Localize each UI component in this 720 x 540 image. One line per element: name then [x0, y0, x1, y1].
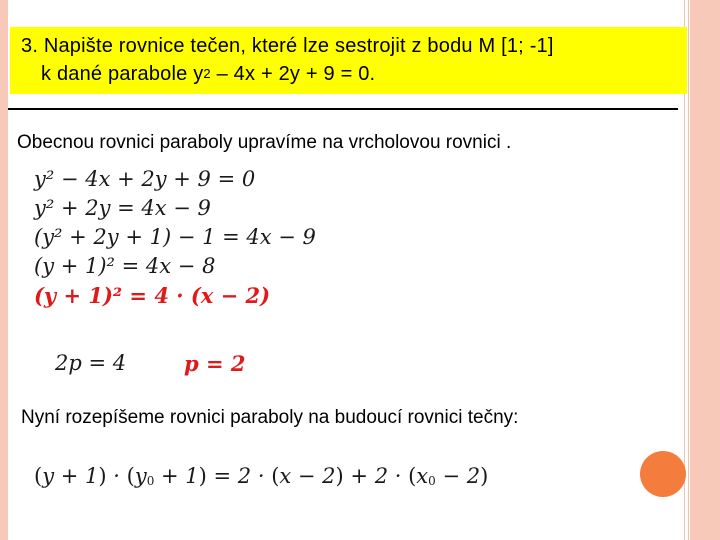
equation-2p: 2p = 4 [55, 351, 127, 375]
frame-line [688, 0, 689, 540]
title-line-2 [41, 63, 375, 86]
decorative-circle [640, 451, 686, 497]
title-line-1: 3. Napište rovnice tečen, které lze sestrojit z bodu M [1; -1] [21, 35, 554, 57]
title-line-2-rest: – 4x + 2y + 9 = 0. [210, 63, 376, 85]
left-frame-border [0, 0, 8, 540]
title-box [10, 27, 687, 94]
next-text: Nyní rozepíšeme rovnici paraboly na budoucí rovnici tečny: [21, 407, 519, 428]
equation-1: y² − 4x + 2y + 9 = 0 [34, 167, 256, 191]
equation-5-highlighted: (y + 1)² = 4 · (x − 2) [34, 283, 271, 308]
intro-text: Obecnou rovnici paraboly upravíme na vrcholovou rovnici . [17, 132, 512, 153]
equation-p-highlighted: p = 2 [184, 351, 246, 376]
right-frame-border [690, 0, 720, 540]
divider-rule [8, 108, 678, 110]
title-exponent: 2 [203, 66, 211, 81]
tangent-equation: $(y + 1) \cdot (y_0 + 1) = 2 \cdot (x - 2) + 2 \cdot (x_0 - 2)$ [34, 464, 489, 488]
equation-2: y² + 2y = 4x − 9 [34, 196, 211, 220]
equation-3: (y² + 2y + 1) − 1 = 4x − 9 [34, 225, 316, 249]
equation-4: (y + 1)² = 4x − 8 [34, 254, 216, 278]
title-line-2-text: k dané parabole y [41, 63, 204, 85]
